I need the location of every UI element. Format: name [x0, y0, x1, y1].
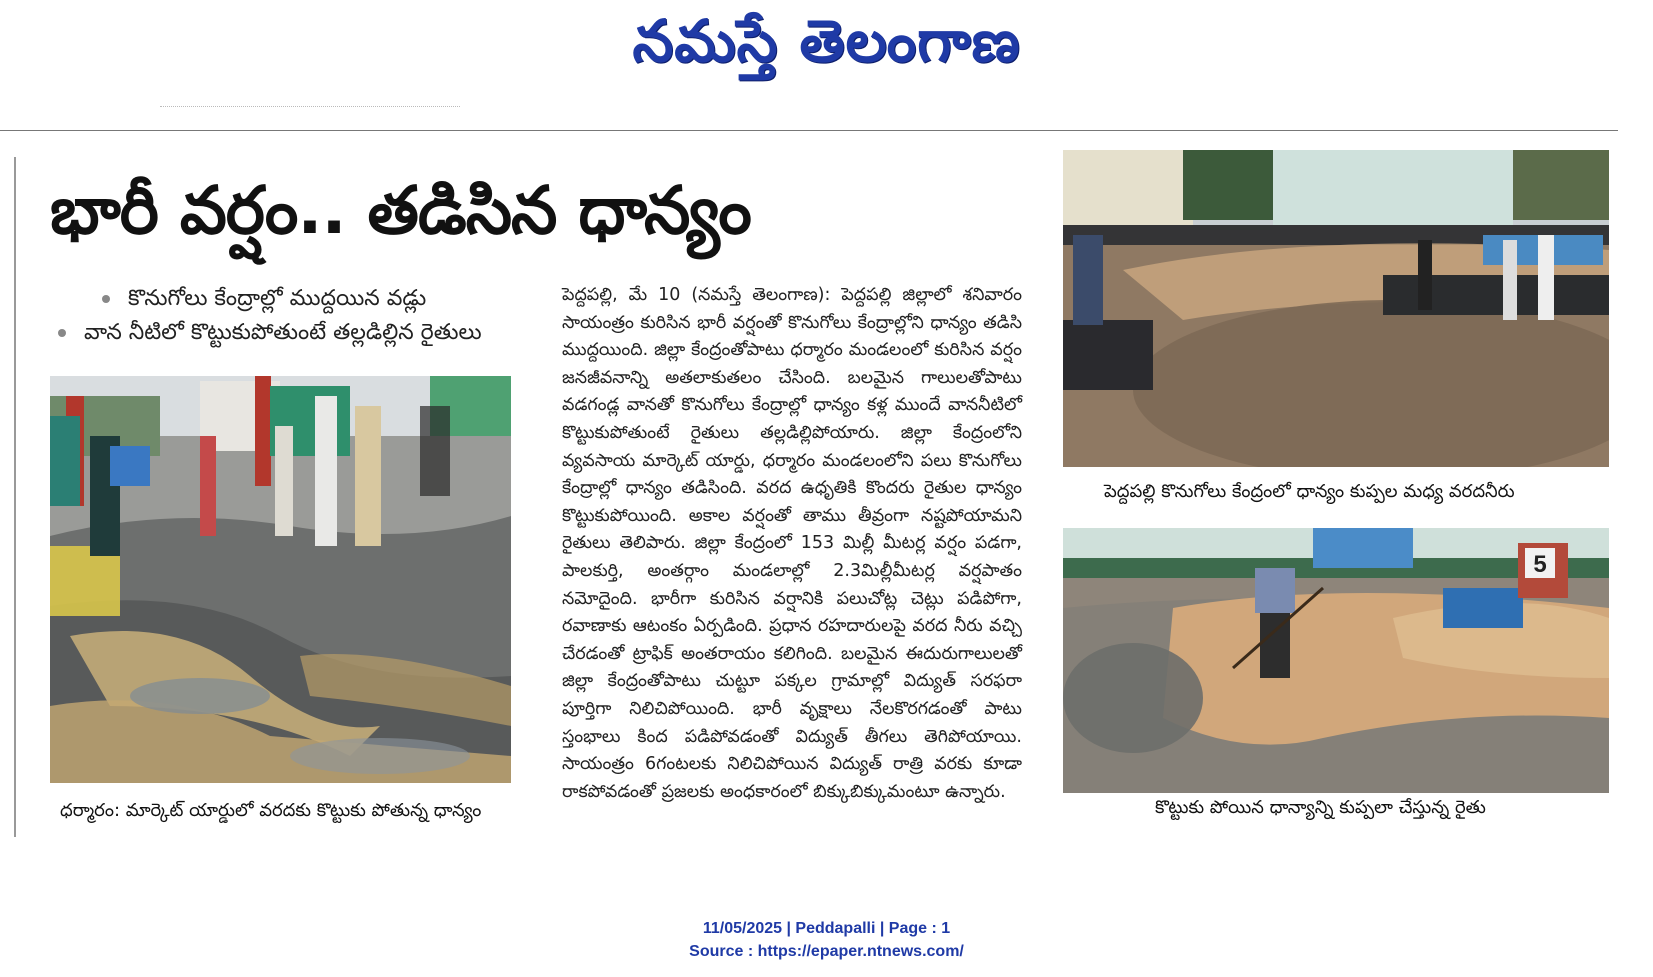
subhead-bullet [48, 316, 518, 350]
photo-farmer-piling-grain [1063, 528, 1609, 793]
photo-peddapalli-purchase-center [1063, 150, 1609, 467]
column-rule [14, 157, 16, 837]
bullet-dot-icon [102, 295, 110, 303]
bottom-right-photo-caption: కొట్టుకు పోయిన ధాన్యాన్ని కుప్పలా చేస్తున్న రైతు [1155, 797, 1486, 818]
subhead-text: కొనుగోలు కేంద్రాల్లో ముద్దయిన వడ్లు [128, 286, 427, 311]
article-body: పెద్దపల్లి, మే 10 (నమస్తే తెలంగాణ): పెద్దపల్లి జిల్లాలో శనివారం సాయంత్రం కురిసిన భారీ వర్షంతో కొనుగోలు కేంద్రాల్లోని ధాన్యం తడిసి ముద్దయింది. జిల్లా కేంద్రంతోపాటు ధర్మారం మండలంలో కురిసిన వర్షం జనజీవనాన్ని అతలాకుతలం చేసింది. బలమైన గాలులతోపాటు వడగండ్ల వానతో కొనుగోలు కేంద్రాల్లో ధాన్యం కళ్ల ముందే వాననీటిలో కొట్టుకుపోతుంటే రైతులు తల్లడిల్లిపోయారు. జిల్లా కేంద్రంలోని వ్యవసాయ మార్కెట్ యార్డు, ధర్మారం మండలంలోని పలు కొనుగోలు కేంద్రాల్లో ధాన్యం తడిసింది. వరద ఉధృతికి కొందరు రైతుల ధాన్యం కొట్టుకుపోయింది. అకాల వర్షంతో తాము తీవ్రంగా నష్టపోయామని రైతులు తెలిపారు. జిల్లా కేంద్రంలో 153 మిల్లీ మీటర్ల వర్షం పడగా, పాలకుర్తి, అంతర్గాం మండలాల్లో 2.3మిల్లీమీటర్ల వర్షపాతం నమోదైంది. భారీగా కురిసిన వర్షానికి పలుచోట్ల చెట్లు పడిపోగా, రవాణాకు ఆటంకం ఏర్పడింది. ప్రధాన రహదారులపై వరద నీరు వచ్చి చేరడంతో ట్రాఫిక్ అంతరాయం కలిగింది. బలమైన ఈదురుగాలులతో జిల్లా కేంద్రంతోపాటు చుట్టూ పక్కల గ్రామాల్లో విద్యుత్ సరఫరా పూర్తిగా నిలిచిపోయింది. భారీ వృక్షాలు నేలకొరగడంతో పాటు స్తంభాలు కింద పడిపోవడంతో విద్యుత్ తీగలు తెగిపోయాయి. సాయంత్రం 6గంటలకు నిలిచిపోయిన విద్యుత్ రాత్రి వరకు కూడా రాకపోవడంతో ప్రజలకు అంధకారంలో బిక్కుబిక్కుమంటూ ఉన్నారు. [562, 285, 1022, 802]
stall-number-sign: 5 [1533, 551, 1547, 578]
subhead-bullet [48, 282, 518, 316]
footer-source-line[interactable]: Source : https://epaper.ntnews.com/ [689, 943, 964, 960]
footer-date-line: 11/05/2025 | Peddapalli | Page : 1 [702, 920, 951, 937]
bullet-dot-icon [58, 329, 66, 337]
header-rule [0, 130, 1618, 131]
photo-dharmaram-market-yard [50, 376, 511, 783]
article-subheads [48, 282, 518, 350]
left-photo-caption: ధర్మారం: మార్కెట్ యార్డులో వరదకు కొట్టుకు పోతున్న ధాన్యం [60, 800, 482, 821]
article-headline: భారీ వర్షం.. తడిసిన ధాన్యం [50, 172, 751, 249]
masthead-faint-line [160, 96, 460, 107]
subhead-text: వాన నీటిలో కొట్టుకుపోతుంటే తల్లడిల్లిన రైతులు [84, 320, 482, 345]
top-right-photo-caption: పెద్దపల్లి కొనుగోలు కేంద్రంలో ధాన్యం కుప్పల మధ్య వరదనీరు [1104, 481, 1515, 502]
newspaper-masthead: నమస్తే తెలంగాణ [632, 7, 1021, 75]
